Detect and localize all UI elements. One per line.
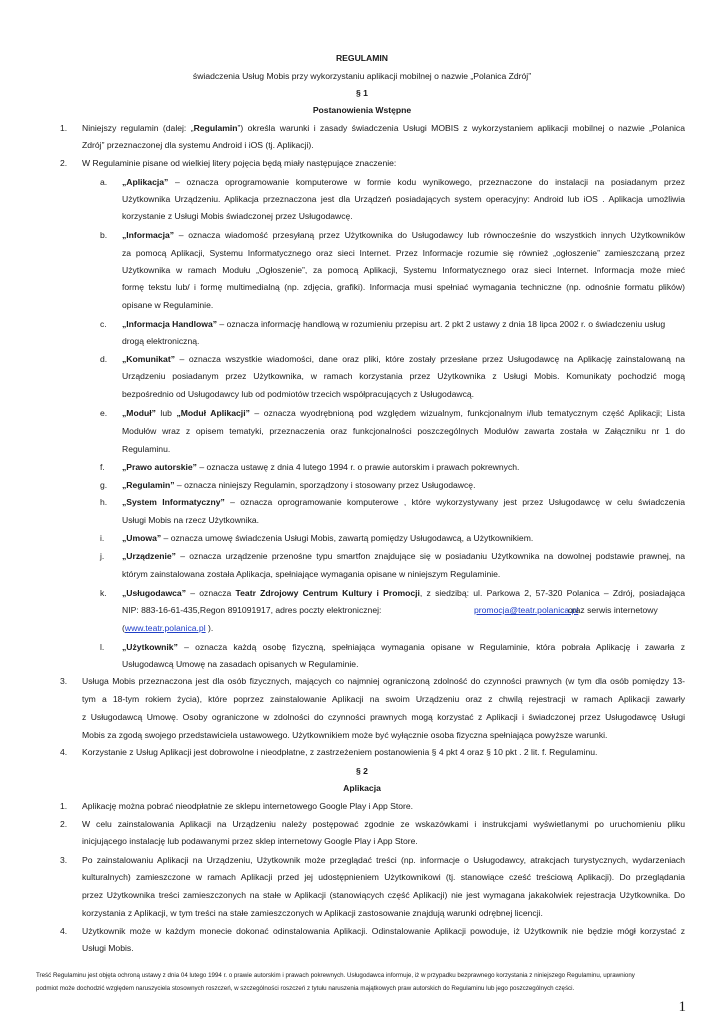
section-1-number: § 1 [356, 88, 368, 98]
definition-i-line-1: „Umowa” – oznacza umowę świadczenia Usługi Mobis, zawartą pomiędzy Usługodawcą, a Użytkownikiem. [122, 533, 534, 543]
definition-letter: d. [100, 354, 108, 364]
definition-a-line-2: Użytkownika Urządzeniu. Aplikacja przeznaczona jest dla Urządzeń posiadających system operacyjny: Android lub iOS . Aplikacja umożliwia [122, 194, 685, 204]
email-link[interactable]: promocja@teatr.polanica.pl [474, 605, 579, 615]
paragraph-number: 4. [60, 926, 68, 936]
document-subtitle: świadczenia Usług Mobis przy wykorzystaniu aplikacji mobilnej o nazwie „Polanica Zdrój” [192, 71, 532, 81]
definition-letter: h. [100, 497, 108, 507]
section-2-paragraph-2-line-1: W celu zainstalowania Aplikacji na Urządzeniu należy postępować zgodnie ze wskazówkami i instrukcjami wyświetlanymi po uruchomieniu pliku [82, 819, 685, 829]
paragraph-1-line-2: Zdrój” przeznaczonej dla systemu Android i iOS (tj. Aplikacji). [82, 140, 314, 150]
definition-g-line-1: „Regulamin” – oznacza niniejszy Regulamin, sporządzony i stosowany przez Usługodawcę. [122, 480, 476, 490]
definition-b-line-3: Użytkownika w ramach Modułu „Ogłoszenie”, za pomocą Aplikacji, Systemu Informatycznego oraz sieci Internet. Informacja może mieć [122, 265, 685, 275]
definition-d-line-3: bezpośrednio od Usługodawcy lub od podmiotów trzecich współpracujących z Usługodawcą. [122, 389, 475, 399]
definition-letter: f. [100, 462, 105, 472]
section-2-paragraph-4-line-2: Usługi Mobis. [82, 943, 134, 953]
definition-b-line-5: opisane w Regulaminie. [122, 300, 214, 310]
definition-letter: j. [100, 551, 105, 561]
document-title: REGULAMIN [335, 53, 389, 63]
page-number: 1 [678, 999, 686, 1015]
definition-k-line-2-end: oraz serwis internetowy [568, 605, 658, 615]
section-2-paragraph-3-line-4: korzystania z Aplikacji, w tym treści na stałe zamieszczonych w Aplikacji zastosowanie znajdują warunki odrębnej licencji. [82, 908, 543, 918]
paragraph-number: 2. [60, 158, 68, 168]
footer-note-line-2: podmiot może dochodzić względem naruszyciela stosownych roszczeń, w szczególności roszczeń z tytułu naruszenia majątkowych praw autorskich do Regulaminu lub jego poszczególnych części. [36, 985, 575, 992]
paragraph-number: 1. [60, 801, 68, 811]
section-2-number: § 2 [356, 766, 368, 776]
definition-k-line-3: (www.teatr.polanica.pl ). [122, 623, 214, 633]
definition-a-line-3: korzystanie z Usługi Mobis świadczonej przez Usługodawcę. [122, 211, 353, 221]
definition-f-line-1: „Prawo autorskie” – oznacza ustawę z dnia 4 lutego 1994 r. o prawie autorskim i prawach pokrewnych. [122, 462, 520, 472]
footer-note-line-1: Treść Regulaminu jest objęta ochroną ustawy z dnia 04 lutego 1994 r. o prawie autorskim i prawach pokrewnych. Usługodawca informuje, iż w przypadku bezprawnego korzystania z niniejszego Regulaminu, uprawniony [36, 972, 635, 979]
definition-letter: g. [100, 480, 108, 490]
paragraph-3-line-4: Mobis za zgodą swojego przedstawiciela ustawowego. Użytkownikiem może być wyłącznie osoba fizyczna spełniająca powyższe warunki. [82, 730, 608, 740]
definition-h-line-2: Usługi Mobis na rzecz Użytkownika. [122, 515, 260, 525]
definition-letter: l. [100, 642, 105, 652]
paragraph-2-line-1: W Regulaminie pisane od wielkiej litery pojęcia będą miały następujące znaczenie: [82, 158, 397, 168]
section-2-title: Aplikacja [343, 783, 381, 793]
section-2-paragraph-3-line-2: kulturalnych) zamieszczone w ramach Aplikacji przed jej udostępnieniem Użytkownikowi (tj. stanowiące cześć treściową Aplikacji). Do przeglądania [82, 872, 685, 882]
paragraph-1-line-1: Niniejszy regulamin (dalej: „Regulamin”) określa warunki i zasady świadczenia Usługi MOBIS z wykorzystaniem aplikacji mobilnej o nazwie „Polanica [82, 123, 685, 133]
definition-b-line-1: „Informacja” – oznacza wiadomość przesyłaną przez Użytkownika do Usługodawcy lub równocześnie do wszystkich innych Użytkowników [122, 230, 685, 240]
paragraph-4-line-1: Korzystanie z Usług Aplikacji jest dobrowolne i nieodpłatne, z zastrzeżeniem postanowienia § 4 pkt 4 oraz § 10 pkt . 2 lit. f. Regulaminu. [82, 747, 598, 757]
definition-e-line-2: Modułów wraz z opisem tematyki, przeznaczenia oraz funkcjonalności poszczególnych Modułów zawarta została w Załączniku nr 1 do [122, 426, 685, 436]
definition-l-line-2: Usługodawcą Umowę na zasadach opisanych w Regulaminie. [122, 659, 359, 669]
definition-k-line-1: „Usługodawca” – oznacza Teatr Zdrojowy Centrum Kultury i Promocji, z siedzibą: ul. Parkowa 2, 57-320 Polanica – Zdrój, posiadająca [122, 588, 685, 598]
definition-letter: k. [100, 588, 107, 598]
section-2-paragraph-4-line-1: Użytkownik może w każdym monecie dokonać odinstalowania Aplikacji. Odinstalowanie Aplikacji powoduje, iż Użytkownik nie będzie mógł korzystać z [82, 926, 685, 936]
definition-b-line-2: za pomocą Aplikacji, Systemu Informatycznego oraz sieci Internet. Przez Informacje rozumie się również „ogłoszenie” zamieszczaną przez [122, 248, 685, 258]
definition-letter: c. [100, 319, 107, 329]
paragraph-number: 3. [60, 855, 68, 865]
section-2-paragraph-3-line-1: Po zainstalowaniu Aplikacji na Urządzeniu, Użytkownik może przeglądać treści (np. informacje o Usługodawcy, atrakcjach turystycznych, wydarzeniach [82, 855, 685, 865]
paragraph-number: 2. [60, 819, 68, 829]
paragraph-number: 3. [60, 676, 68, 686]
definition-l-line-1: „Użytkownik” – oznacza każdą osobę fizyczną, spełniająca wymagania opisane w Regulaminie, która pobrała Aplikację i zawarła z [122, 642, 685, 652]
section-2-paragraph-1: Aplikację można pobrać nieodpłatnie ze sklepu internetowego Google Play i App Store. [82, 801, 414, 811]
paragraph-3-line-2: tym a 18-tym rokiem życia), które poprzez zainstalowanie Aplikacji na swoim Urządzeniu oraz z chwilą rejestracji w ramach Aplikacji zawarły [82, 694, 685, 704]
definition-c-line-2: drogą elektroniczną. [122, 336, 200, 346]
definition-d-line-2: Urządzeniu posiadanym przez Użytkownika, w ramach korzystania przez Użytkownika z Usługi Mobis. Komunikaty pochodzić mogą [122, 371, 685, 381]
definition-letter: i. [100, 533, 105, 543]
definition-k-line-2: NIP: 883-16-61-435,Regon 891091917, adres poczty elektronicznej: [122, 605, 382, 615]
paragraph-number: 1. [60, 123, 68, 133]
definition-letter: a. [100, 177, 108, 187]
definition-j-line-1: „Urządzenie” – oznacza urządzenie przenośne typu smartfon znajdujące się w posiadaniu Użytkownika na dowolnej podstawie prawnej, na [122, 551, 685, 561]
definition-e-line-3: Regulaminu. [122, 444, 171, 454]
paragraph-3-line-1: Usługa Mobis przeznaczona jest dla osób fizycznych, mających co najmniej ograniczoną zdolność do czynności prawnych (w tym dla osób pomiędzy 13- [82, 676, 685, 686]
definition-c-line-1: „Informacja Handlowa” – oznacza informację handlową w rozumieniu przepisu art. 2 pkt 2 ustawy z dnia 18 lipca 2002 r. o świadczeniu usług [122, 319, 666, 329]
definition-a-line-1: „Aplikacja” – oznacza oprogramowanie komputerowe w formie kodu wynikowego, przeznaczone do instalacji na posiadanym przez [122, 177, 685, 187]
definition-b-line-4: formę tekstu lub/ i formę multimedialną (np. zdjęcia, grafiki). Informacja musi spełniać wymagania techniczne (np. odnośnie formatu plików) [122, 282, 685, 292]
website-link[interactable]: www.teatr.polanica.pl [124, 623, 206, 633]
definition-e-line-1: „Moduł” lub „Moduł Aplikacji” – oznacza wyodrębnioną pod względem wizualnym, funkcjonalnym i/lub tematycznym część Aplikacji; Lista [122, 408, 685, 418]
section-2-paragraph-2-line-2: inicjującego instalację lub podawanymi przez sklep internetowy Google Play i App Store. [82, 836, 418, 846]
definition-letter: e. [100, 408, 108, 418]
definition-letter: b. [100, 230, 108, 240]
definition-j-line-2: którym zainstalowana została Aplikacja, spełniające wymagania opisane w niniejszym Regulaminie. [122, 569, 501, 579]
paragraph-number: 4. [60, 747, 68, 757]
section-2-paragraph-3-line-3: przez Użytkownika treści zamieszczonych na stałe w Aplikacji (stanowiących część Aplikacji) nie jest wymagana jakakolwiek rejestracja Użytkownika. Do [82, 890, 685, 900]
paragraph-3-line-3: z Usługodawcą Umowę. Osoby ograniczone w zdolności do czynności prawnych mogą korzystać z Aplikacji i świadczonej przez Usługodawcę Usługi [82, 712, 685, 722]
section-1-title: Postanowienia Wstępne [312, 105, 412, 115]
definition-d-line-1: „Komunikat” – oznacza wszystkie wiadomości, dane oraz pliki, które zostały przesłane przez Usługodawcę na Aplikację zainstalowaną na [122, 354, 685, 364]
definition-h-line-1: „System Informatyczny” – oznacza oprogramowanie komputerowe , które wykorzystywany jest przez Usługodawcę w celu świadczenia [122, 497, 685, 507]
